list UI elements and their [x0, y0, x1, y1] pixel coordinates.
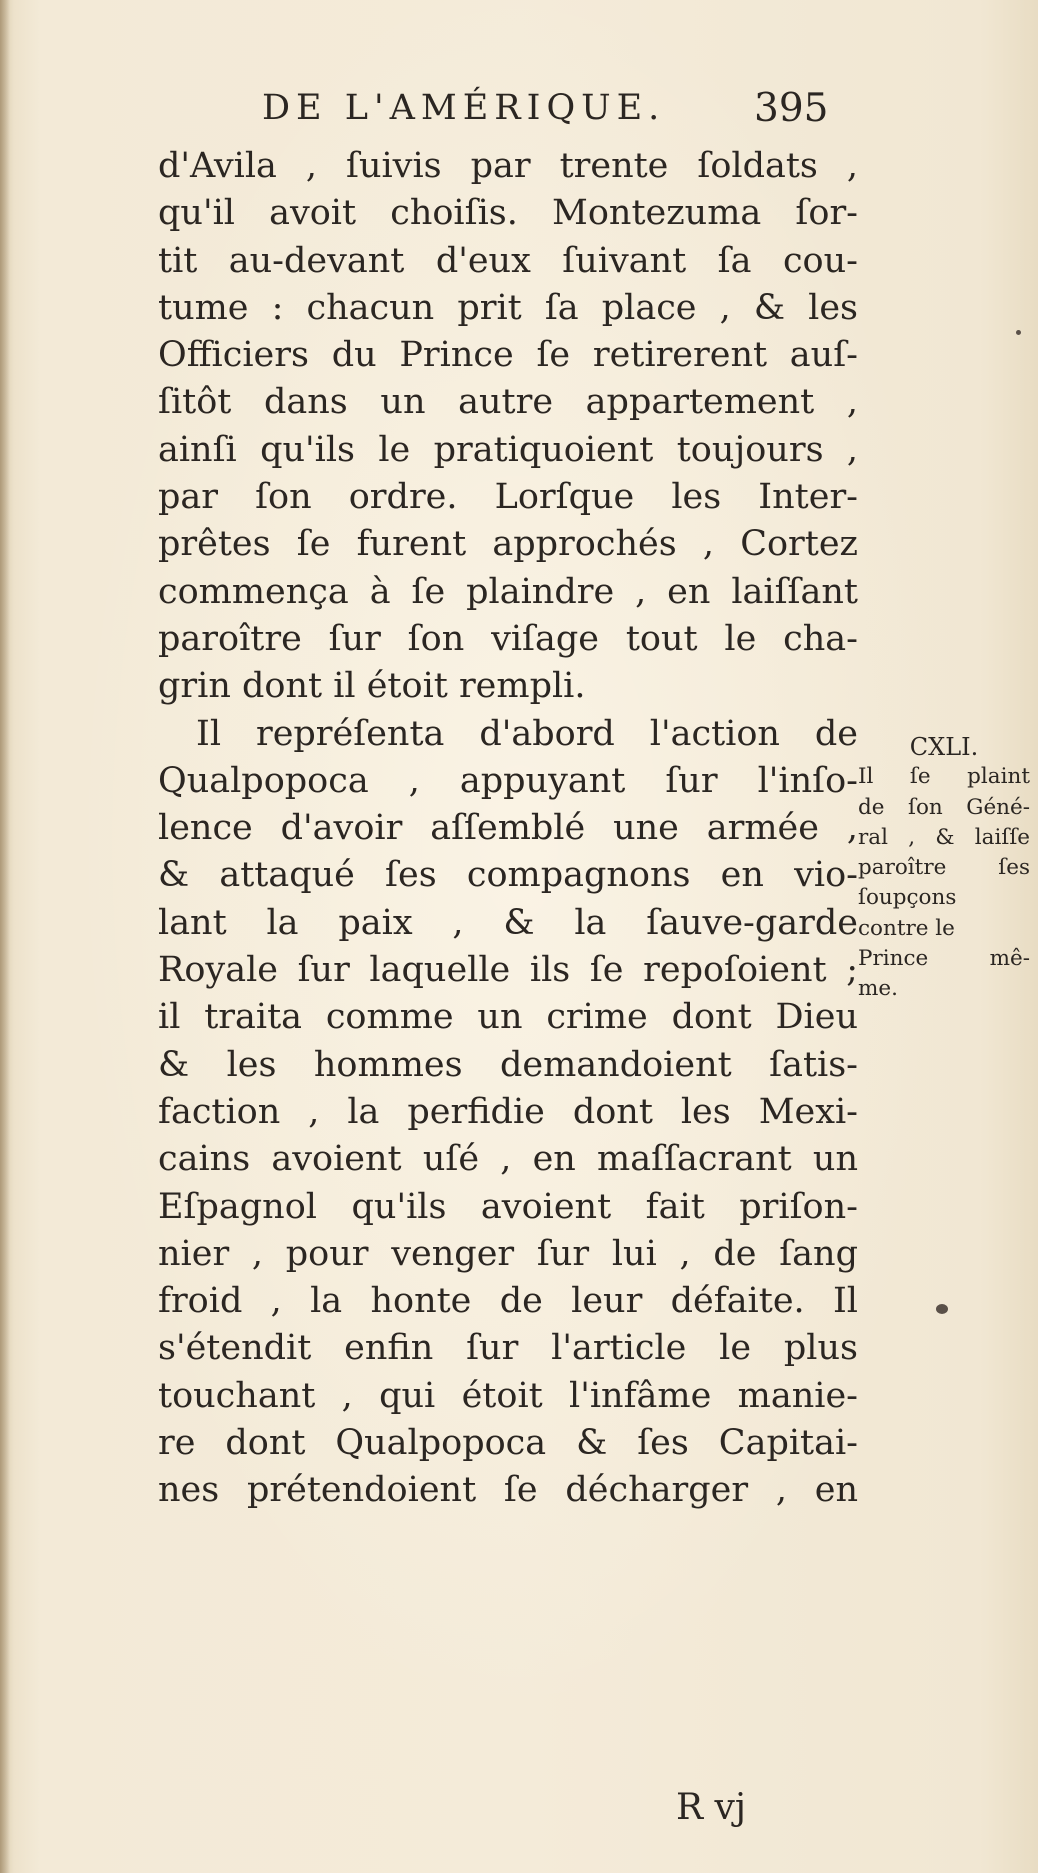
text-line: par ſon ordre. Lorſque les Inter-: [158, 477, 858, 518]
text-line: paroître ſur ſon viſage tout le cha-: [158, 618, 858, 659]
running-head: DE L'AMÉRIQUE.: [262, 88, 666, 128]
text-line: s'étendit enfin ſur l'article le plus: [158, 1328, 858, 1369]
margin-note-line: ral , & laiſſe: [858, 824, 1030, 850]
text-line-paragraph-end: grin dont il étoit rempli.: [158, 666, 586, 707]
body-text: [158, 143, 858, 1515]
text-line: commença à ſe plaindre , en laiſſant: [158, 571, 858, 612]
margin-note-line: ſoupçons: [858, 885, 957, 911]
text-line: Eſpagnol qu'ils avoient fait priſon-: [158, 1186, 858, 1227]
text-line: d'Avila , ſuivis par trente ſoldats ,: [158, 146, 858, 186]
ink-spot: [1016, 330, 1021, 335]
text-line: ſitôt dans un autre appartement ,: [158, 382, 858, 423]
margin-note-line: Il ſe plaint: [858, 764, 1030, 790]
text-line: lence d'avoir aſſemblé une armée ,: [158, 808, 858, 849]
text-line: tume : chacun prit ſa place , & les: [158, 287, 858, 328]
text-line: touchant , qui étoit l'infâme manie-: [158, 1375, 858, 1416]
text-line: & attaqué ſes compagnons en vio-: [158, 855, 858, 896]
text-line: nes prétendoient ſe décharger , en: [158, 1470, 858, 1511]
margin-note-number: CXLI.: [909, 733, 979, 761]
text-line: il traita comme un crime dont Dieu: [158, 997, 858, 1038]
catchword-signature: R vj: [676, 1787, 747, 1828]
text-line: Qualpopoca , appuyant ſur l'inſo-: [158, 760, 858, 801]
text-line: prêtes ſe furent approchés , Cortez: [158, 524, 858, 565]
page-number: 395: [754, 86, 829, 131]
text-line: Officiers du Prince ſe retirerent auſ-: [158, 335, 858, 376]
text-line: & les hommes demandoient ſatis-: [158, 1044, 858, 1085]
text-line: ainſi qu'ils le pratiquoient toujours ,: [158, 429, 858, 470]
text-line: cains avoient uſé , en maſſacrant un: [158, 1139, 858, 1180]
margin-note-line: contre le: [858, 915, 955, 941]
margin-note-line: paroître ſes: [858, 855, 1030, 881]
text-line: re dont Qualpopoca & ſes Capitai-: [158, 1423, 858, 1464]
margin-note-line: Prince mê-: [858, 946, 1030, 972]
margin-note: [858, 732, 1030, 1005]
text-line: lant la paix , & la ſauve-garde: [158, 902, 858, 943]
margin-note-line: me.: [858, 976, 898, 1002]
text-line: Royale ſur laquelle ils ſe repoſoient ;: [158, 950, 858, 991]
text-line: faction , la perfidie dont les Mexi-: [158, 1091, 858, 1132]
ink-spot: [936, 1304, 948, 1314]
text-line: tit au-devant d'eux ſuivant ſa cou-: [158, 240, 858, 281]
text-line: froid , la honte de leur défaite. Il: [158, 1281, 858, 1322]
margin-note-line: de ſon Géné-: [858, 794, 1030, 820]
text-line: qu'il avoit choiſis. Montezuma ſor-: [158, 193, 858, 234]
text-line: nier , pour venger ſur lui , de ſang: [158, 1233, 858, 1274]
page-gutter-shadow: [0, 0, 10, 1873]
text-line-paragraph-start: Il repréſenta d'abord l'action de: [196, 713, 858, 754]
